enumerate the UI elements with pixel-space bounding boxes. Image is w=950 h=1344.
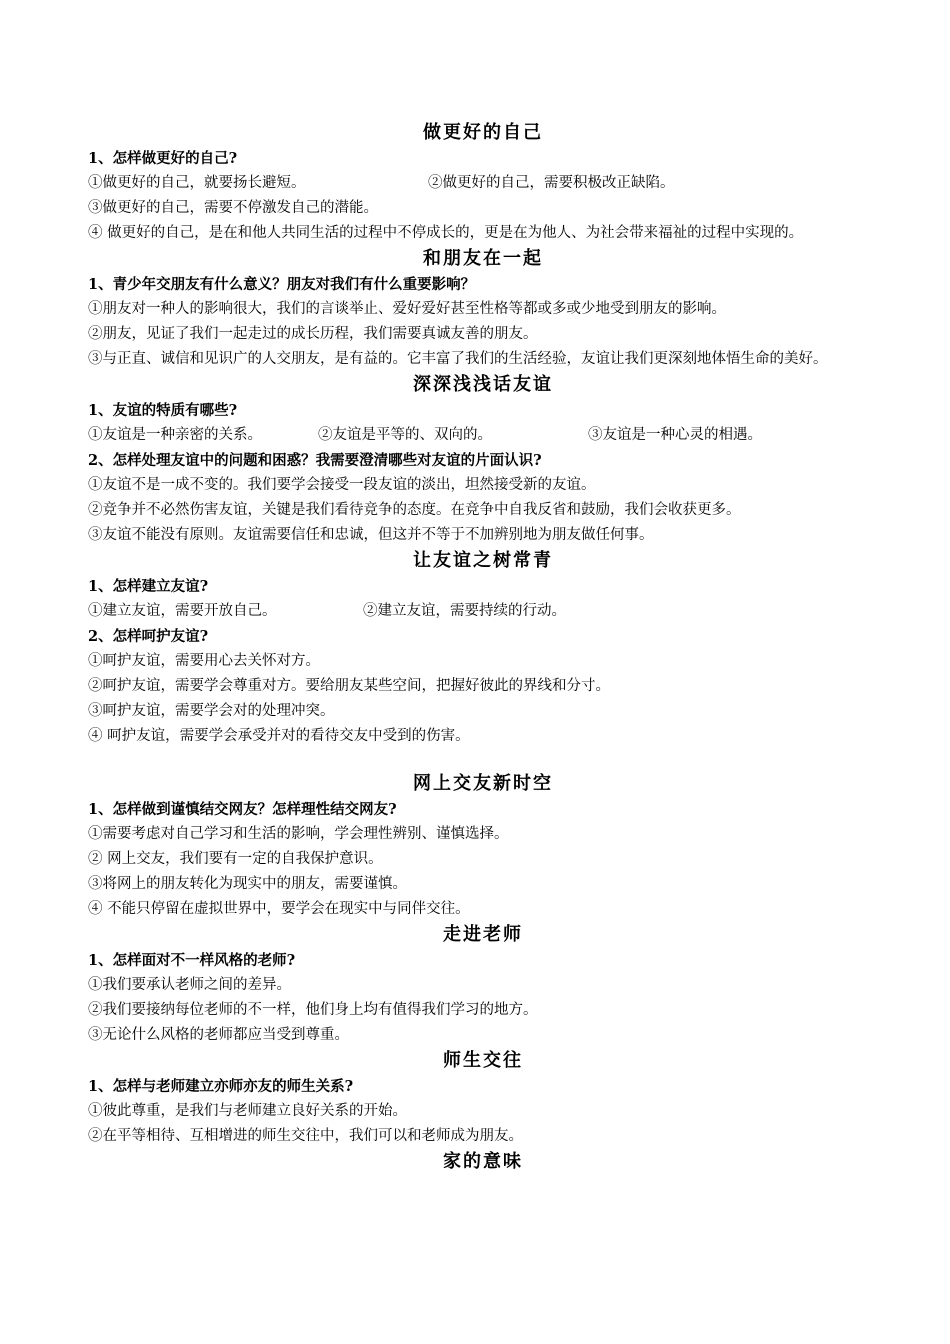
answer-item: ③友谊是一种心灵的相遇。	[588, 427, 762, 443]
answer-item: ②友谊是平等的、双向的。	[318, 427, 492, 443]
answer-item: ② 网上交友，我们要有一定的自我保护意识。	[88, 851, 383, 867]
question: 1、怎样做到谨慎结交网友？怎样理性结交网友?	[88, 801, 397, 818]
answer-item: ①建立友谊，需要开放自己。	[88, 603, 277, 619]
answer-item: ③友谊不能没有原则。友谊需要信任和忠诚，但这并不等于不加辨别地为朋友做任何事。	[88, 527, 654, 543]
question: 1、怎样建立友谊?	[88, 578, 209, 595]
document-page	[88, 120, 878, 1175]
answer-item: ④ 不能只停留在虚拟世界中，要学会在现实中与同伴交往。	[88, 901, 470, 917]
answer-item: ①呵护友谊，需要用心去关怀对方。	[88, 653, 320, 669]
question: 2、怎样呵护友谊?	[88, 628, 209, 645]
answer-item: ①需要考虑对自己学习和生活的影响，学会理性辨别、谨慎选择。	[88, 826, 509, 842]
section-title: 网上交友新时空	[413, 773, 553, 794]
answer-row	[88, 423, 878, 448]
answer-item: ①朋友对一种人的影响很大，我们的言谈举止、爱好爱好甚至性格等都或多或少地受到朋友的影响。	[88, 301, 726, 317]
answer-item: ②我们要接纳每位老师的不一样，他们身上均有值得我们学习的地方。	[88, 1002, 538, 1018]
spacer	[88, 749, 878, 771]
question: 2、怎样处理友谊中的问题和困惑？我需要澄清哪些对友谊的片面认识?	[88, 452, 542, 469]
answer-item: ②呵护友谊，需要学会尊重对方。要给朋友某些空间，把握好彼此的界线和分寸。	[88, 678, 610, 694]
answer-item: ③无论什么风格的老师都应当受到尊重。	[88, 1027, 349, 1043]
answer-item: ②在平等相待、互相增进的师生交往中，我们可以和老师成为朋友。	[88, 1128, 523, 1144]
question: 1、青少年交朋友有什么意义？朋友对我们有什么重要影响？	[88, 276, 476, 293]
answer-row	[88, 599, 878, 624]
answer-item: ④ 呵护友谊，需要学会承受并对的看待交友中受到的伤害。	[88, 728, 470, 744]
answer-item: ③与正直、诚信和见识广的人交朋友，是有益的。它丰富了我们的生活经验，友谊让我们更深刻地体悟生命的美好。	[88, 351, 828, 367]
answer-item: ①彼此尊重，是我们与老师建立良好关系的开始。	[88, 1103, 407, 1119]
answer-item: ①友谊是一种亲密的关系。	[88, 427, 262, 443]
answer-item: ②建立友谊，需要持续的行动。	[363, 603, 566, 619]
answer-item: ①做更好的自己，就要扬长避短。	[88, 175, 306, 191]
answer-item: ②竞争并不必然伤害友谊，关键是我们看待竞争的态度。在竞争中自我反省和鼓励，我们会收获更多。	[88, 502, 741, 518]
answer-item: ①友谊不是一成不变的。我们要学会接受一段友谊的淡出，坦然接受新的友谊。	[88, 477, 596, 493]
answer-item: ②朋友，见证了我们一起走过的成长历程，我们需要真诚友善的朋友。	[88, 326, 538, 342]
section-title: 做更好的自己	[423, 122, 543, 143]
section-title: 走进老师	[443, 924, 523, 945]
section-title: 家的意味	[443, 1151, 523, 1172]
section-title: 深深浅浅话友谊	[413, 374, 553, 395]
answer-item: ①我们要承认老师之间的差异。	[88, 977, 291, 993]
answer-item: ③将网上的朋友转化为现实中的朋友，需要谨慎。	[88, 876, 407, 892]
answer-item: ④ 做更好的自己，是在和他人共同生活的过程中不停成长的，更是在为他人、为社会带来福祉的过程中实现的。	[88, 225, 804, 241]
answer-item: ③做更好的自己，需要不停激发自己的潜能。	[88, 200, 378, 216]
answer-item: ②做更好的自己，需要积极改正缺陷。	[428, 175, 675, 191]
section-title: 让友谊之树常青	[413, 550, 553, 571]
answer-item: ③呵护友谊，需要学会对的处理冲突。	[88, 703, 335, 719]
question: 1、友谊的特质有哪些?	[88, 402, 238, 419]
section-title: 和朋友在一起	[423, 248, 543, 269]
answer-row	[88, 171, 878, 196]
section-title: 师生交往	[443, 1050, 523, 1071]
question: 1、怎样与老师建立亦师亦友的师生关系?	[88, 1078, 354, 1095]
question: 1、怎样面对不一样风格的老师?	[88, 952, 296, 969]
question: 1、怎样做更好的自己?	[88, 150, 238, 167]
